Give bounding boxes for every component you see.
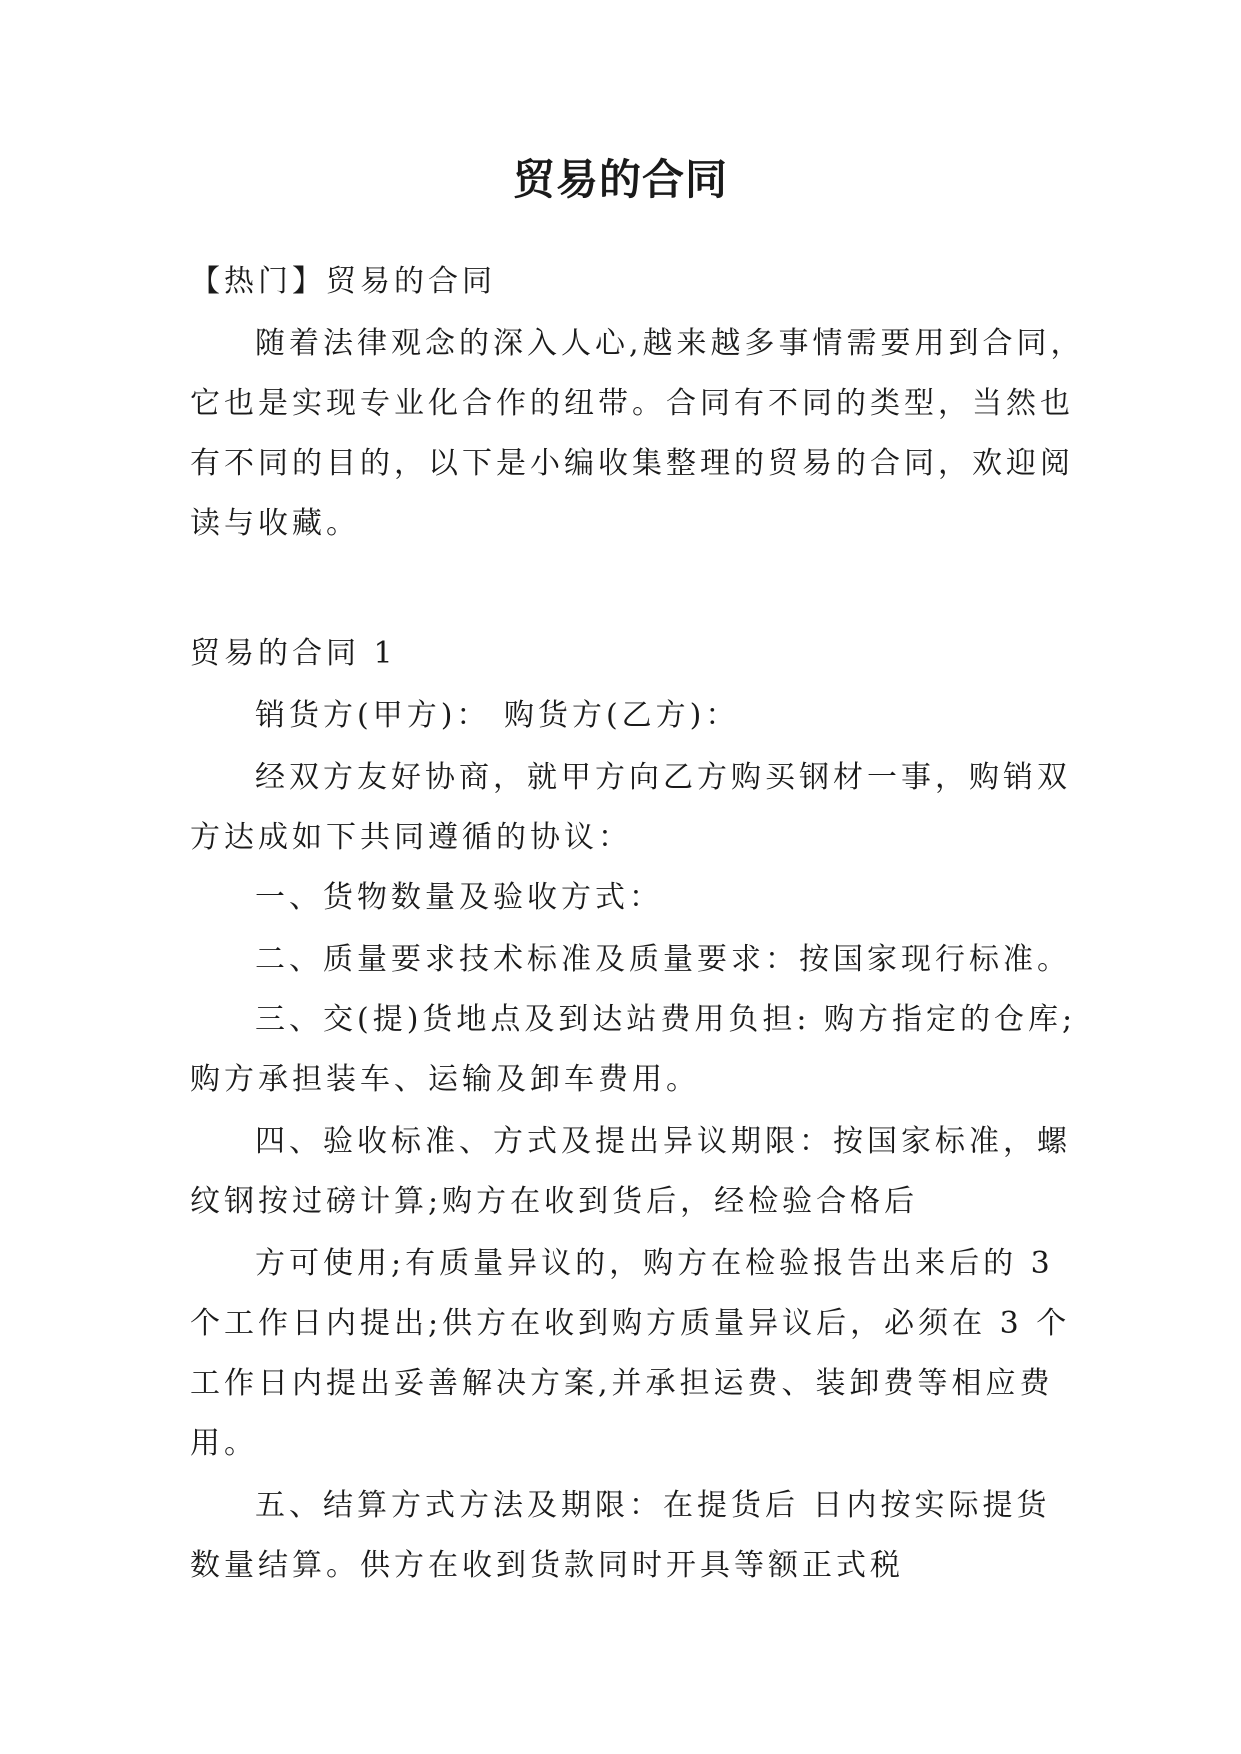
paragraph-line: 工作日内提出妥善解决方案,并承担运费、装卸费等相应费 <box>190 1366 1054 1401</box>
paragraph-line: 五、结算方式方法及期限：在提货后 日内按实际提货 <box>255 1488 1051 1523</box>
paragraph-line: 方可使用;有质量异议的，购方在检验报告出来后的 3 <box>255 1246 1054 1281</box>
paragraph-line: 有不同的目的，以下是小编收集整理的贸易的合同，欢迎阅 <box>190 446 1074 481</box>
paragraph-line: 二、质量要求技术标准及质量要求：按国家现行标准。 <box>255 942 1071 977</box>
paragraph-line: 纹钢按过磅计算;购方在收到货后，经检验合格后 <box>190 1184 919 1219</box>
paragraph-line: 销货方(甲方)： 购货方(乙方)： <box>255 698 740 733</box>
paragraph-line: 个工作日内提出;供方在收到购方质量异议后，必须在 3 个 <box>190 1306 1071 1341</box>
paragraph-line: 它也是实现专业化合作的纽带。合同有不同的类型，当然也 <box>190 386 1074 421</box>
document-title: 贸易的合同 <box>512 155 728 204</box>
paragraph-line: 一、货物数量及验收方式： <box>255 880 663 915</box>
paragraph-line: 数量结算。供方在收到货款同时开具等额正式税 <box>190 1548 904 1583</box>
paragraph-line: 方达成如下共同遵循的协议： <box>190 820 632 855</box>
paragraph-line: 四、验收标准、方式及提出异议期限：按国家标准，螺 <box>255 1124 1071 1159</box>
paragraph-line: 用。 <box>190 1426 258 1461</box>
paragraph-line: 经双方友好协商，就甲方向乙方购买钢材一事，购销双 <box>255 760 1071 795</box>
paragraph-line: 随着法律观念的深入人心,越来越多事情需要用到合同， <box>255 326 1085 361</box>
paragraph-line: 购方承担装车、运输及卸车费用。 <box>190 1062 700 1097</box>
section-heading: 贸易的合同 1 <box>190 636 397 671</box>
paragraph-line: 三、交(提)货地点及到达站费用负担: 购方指定的仓库; <box>255 1002 1077 1037</box>
paragraph-line: 读与收藏。 <box>190 506 360 541</box>
intro-heading: 【热门】贸易的合同 <box>190 264 496 299</box>
